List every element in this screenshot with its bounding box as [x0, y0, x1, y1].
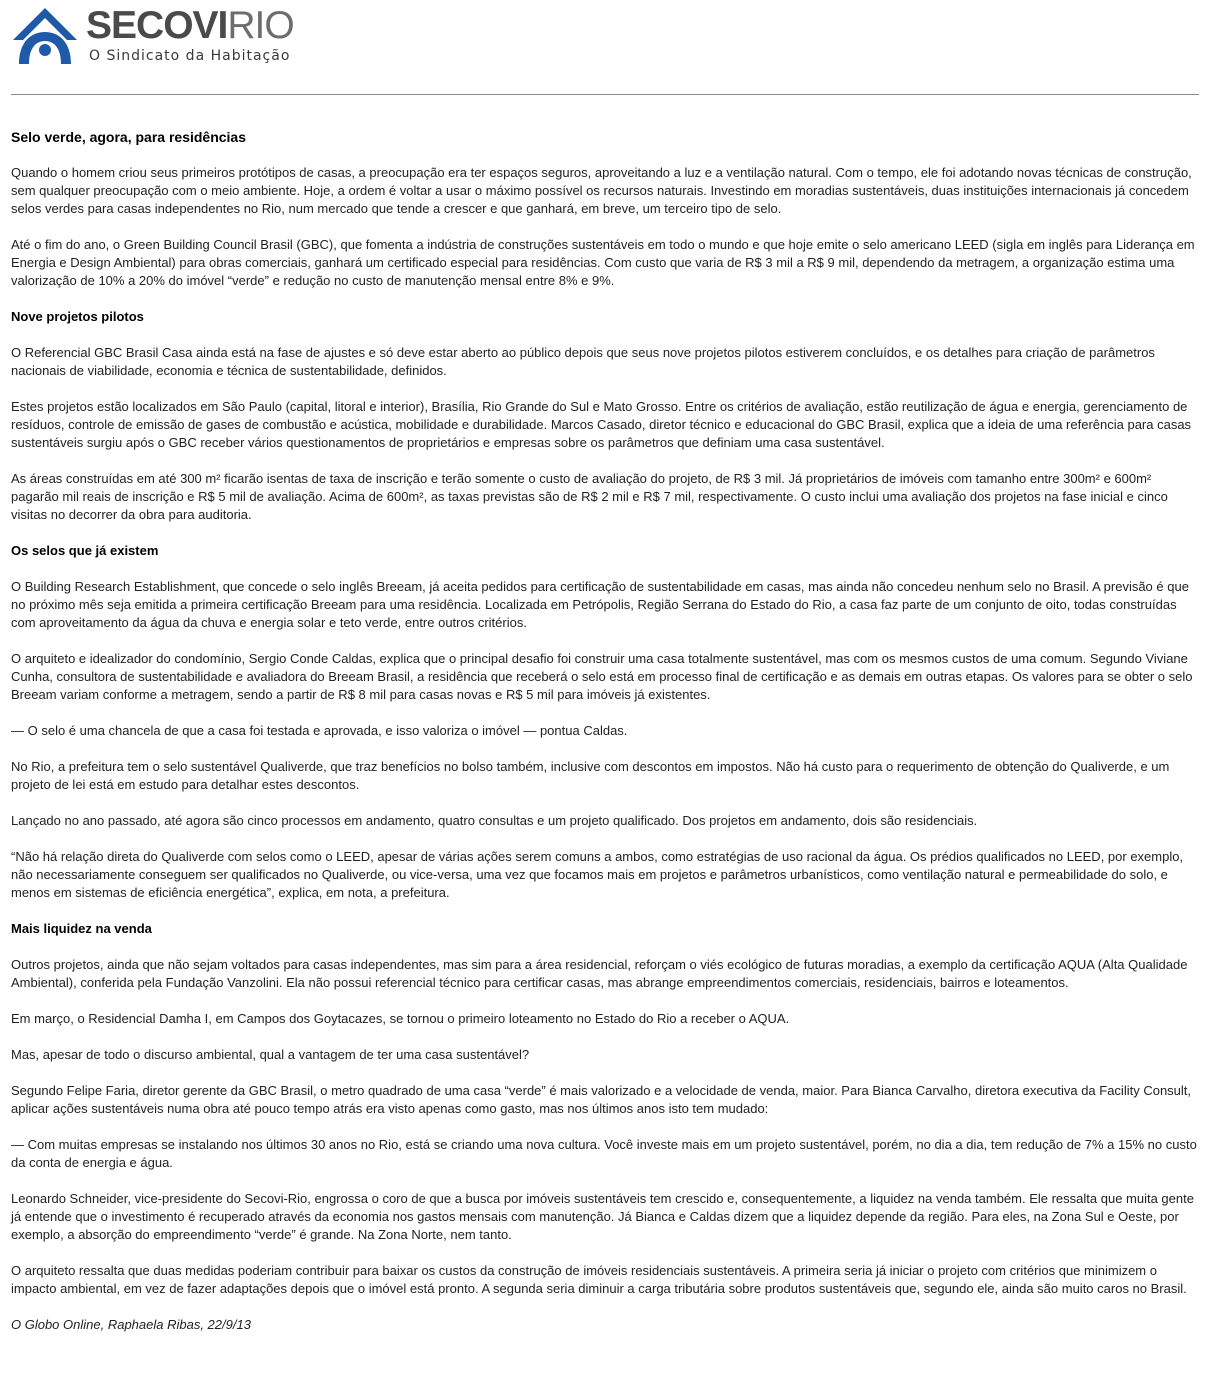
article: [11, 128, 1201, 1352]
section-heading: Os selos que já existem: [11, 543, 159, 558]
article-paragraph: — Com muitas empresas se instalando nos últimos 30 anos no Rio, está se criando uma nova cultura. Você investe mais em um projeto sustentável, porém, no dia a dia, tem redução de 7% a 15% no custo da conta de energia e água.: [11, 1137, 1197, 1170]
article-paragraph: Até o fim do ano, o Green Building Council Brasil (GBC), que fomenta a indústria de construções sustentáveis em todo o mundo e que hoje emite o selo americano LEED (sigla em inglês para Liderança em Energia e Design Ambiental) para obras comerciais, ganhará um certificado especial para residências. Com custo que varia de R$ 3 mil a R$ 9 mil, dependendo da metragem, a organização estima uma valorização de 10% a 20% do imóvel “verde” e redução no custo de manutenção mensal entre 8% e 9%.: [11, 237, 1195, 288]
article-title: Selo verde, agora, para residências: [11, 129, 247, 145]
article-paragraph: O Referencial GBC Brasil Casa ainda está na fase de ajustes e só deve estar aberto ao público depois que seus nove projetos pilotos estiverem concluídos, e os detalhes para criação de parâmetros nacionais de viabilidade, economia e técnica de sustentabilidade, definidos.: [11, 345, 1155, 378]
header-divider: [11, 94, 1199, 95]
article-paragraph: O arquiteto ressalta que duas medidas poderiam contribuir para baixar os custos da construção de imóveis residenciais sustentáveis. A primeira seria já iniciar o projeto com critérios que minimizem o impacto ambiental, em vez de fazer adaptações depois que o imóvel está pronto. A segunda seria diminuir a carga tributária sobre produtos sustentáveis que, segundo ele, ainda são muito caros no Brasil.: [11, 1263, 1187, 1296]
page-header: [0, 0, 1212, 96]
article-paragraph: “Não há relação direta do Qualiverde com selos como o LEED, apesar de várias ações serem comuns a ambos, como estratégias de uso racional da água. Os prédios qualificados no LEED, por exemplo, não necessariamente conseguem ser qualificados no Qualiverde, ou vice-versa, uma vez que focamos mais em projetos e parâmetros urbanísticos, como ventilação natural e permeabilidade do solo, e menos em sistemas de eficiência energética”, explica, em nota, a prefeitura.: [11, 849, 1184, 900]
article-paragraph: As áreas construídas em até 300 m² ficarão isentas de taxa de inscrição e terão somente o custo de avaliação do projeto, de R$ 3 mil. Já proprietários de imóveis com tamanho entre 300m² e 600m² pagarão mil reais de inscrição e R$ 5 mil de avaliação. Acima de 600m², as taxas previstas são de R$ 2 mil e R$ 7 mil, respectivamente. O custo inclui uma avaliação dos projetos na fase inicial e cinco visitas no decorrer da obra para auditoria.: [11, 471, 1168, 522]
brand-name-light: RIO: [227, 4, 294, 47]
section-heading: Mais liquidez na venda: [11, 921, 152, 936]
article-paragraph: Quando o homem criou seus primeiros protótipos de casas, a preocupação era ter espaços seguros, aproveitando a luz e a ventilação natural. Com o tempo, ele foi adotando novas técnicas de construção, sem qualquer preocupação com o meio ambiente. Hoje, a ordem é voltar a usar o máximo possível os recursos naturais. Investindo em moradias sustentáveis, duas instituições internacionais já concedem selos verdes para casas independentes no Rio, num mercado que tende a crescer e que ganhará, em breve, um terceiro tipo de selo.: [11, 165, 1192, 216]
article-paragraph: Em março, o Residencial Damha I, em Campos dos Goytacazes, se tornou o primeiro loteamento no Estado do Rio a receber o AQUA.: [11, 1011, 790, 1026]
article-paragraph: Segundo Felipe Faria, diretor gerente da GBC Brasil, o metro quadrado de uma casa “verde” é mais valorizado e a velocidade de venda, maior. Para Bianca Carvalho, diretora executiva da Facility Consult, aplicar ações sustentáveis numa obra até pouco tempo atrás era visto apenas como gasto, mas nos últimos anos isto tem mudado:: [11, 1083, 1192, 1116]
article-source: O Globo Online, Raphaela Ribas, 22/9/13: [11, 1317, 251, 1332]
article-paragraph: O arquiteto e idealizador do condomínio, Sergio Conde Caldas, explica que o principal desafio foi construir uma casa totalmente sustentável, mas com os mesmos custos de uma comum. Segundo Viviane Cunha, consultora de sustentabilidade e avaliadora do Breeam Brasil, a residência que receberá o selo está em processo final de certificação e as demais em outras etapas. Os valores para se obter o selo Breeam variam conforme a metragem, sendo a partir de R$ 8 mil para casas novas e R$ 5 mil para imóveis já existentes.: [11, 651, 1193, 702]
article-paragraph: — O selo é uma chancela de que a casa foi testada e aprovada, e isso valoriza o imóvel — pontua Caldas.: [11, 723, 628, 738]
article-paragraph: No Rio, a prefeitura tem o selo sustentável Qualiverde, que traz benefícios no bolso também, inclusive com descontos em impostos. Não há custo para o requerimento de obtenção do Qualiverde, e um projeto de lei está em estudo para detalhar estes descontos.: [11, 759, 1170, 792]
article-paragraph: Lançado no ano passado, até agora são cinco processos em andamento, quatro consultas e um projeto qualificado. Dos projetos em andamento, dois são residenciais.: [11, 813, 978, 828]
house-roof-arch-icon: [9, 6, 81, 64]
brand-name: [86, 4, 294, 48]
article-paragraph: Estes projetos estão localizados em São Paulo (capital, litoral e interior), Brasília, Rio Grande do Sul e Mato Grosso. Entre os critérios de avaliação, estão reutilização de água e energia, gerenciamento de resíduos, controle de emissão de gases de combustão e acústica, mobilidade e durabilidade. Marcos Casado, diretor técnico e educacional do GBC Brasil, explica que a ideia de uma referência para casas sustentáveis surgiu após o GBC receber vários questionamentos de proprietários e empresas sobre os parâmetros que definiam uma casa sustentável.: [11, 399, 1192, 450]
article-paragraph: Mas, apesar de todo o discurso ambiental, qual a vantagem de ter uma casa sustentável?: [11, 1047, 530, 1062]
article-paragraph: Outros projetos, ainda que não sejam voltados para casas independentes, mas sim para a área residencial, reforçam o viés ecológico de futuras moradias, a exemplo da certificação AQUA (Alta Qualidade Ambiental), conferida pela Fundação Vanzolini. Ela não possui referencial técnico para certificar casas, mas abrange empreendimentos comerciais, residenciais, bairros e loteamentos.: [11, 957, 1188, 990]
brand-tagline: O Sindicato da Habitação: [89, 48, 291, 64]
article-paragraph: O Building Research Establishment, que concede o selo inglês Breeam, já aceita pedidos para certificação de sustentabilidade em casas, mas ainda não concedeu nenhum selo no Brasil. A previsão é que no próximo mês seja emitida a primeira certificação Breeam para uma residência. Localizada em Petrópolis, Região Serrana do Estado do Rio, a casa faz parte de um conjunto de oito, todas construídas com aproveitamento da água da chuva e energia solar e teto verde, entre outros critérios.: [11, 579, 1189, 630]
brand-name-bold: SECOVI: [86, 4, 228, 47]
section-heading: Nove projetos pilotos: [11, 309, 144, 324]
article-paragraph: Leonardo Schneider, vice-presidente do Secovi-Rio, engrossa o coro de que a busca por imóveis sustentáveis tem crescido e, consequentemente, a liquidez na venda também. Ele ressalta que muita gente já entende que o investimento é recuperado através da economia nos gastos mensais com manutenção. Já Bianca e Caldas dizem que a liquidez depende da região. Para eles, na Zona Sul e Oeste, por exemplo, a absorção do empreendimento “verde” é grande. Na Zona Norte, nem tanto.: [11, 1191, 1194, 1242]
